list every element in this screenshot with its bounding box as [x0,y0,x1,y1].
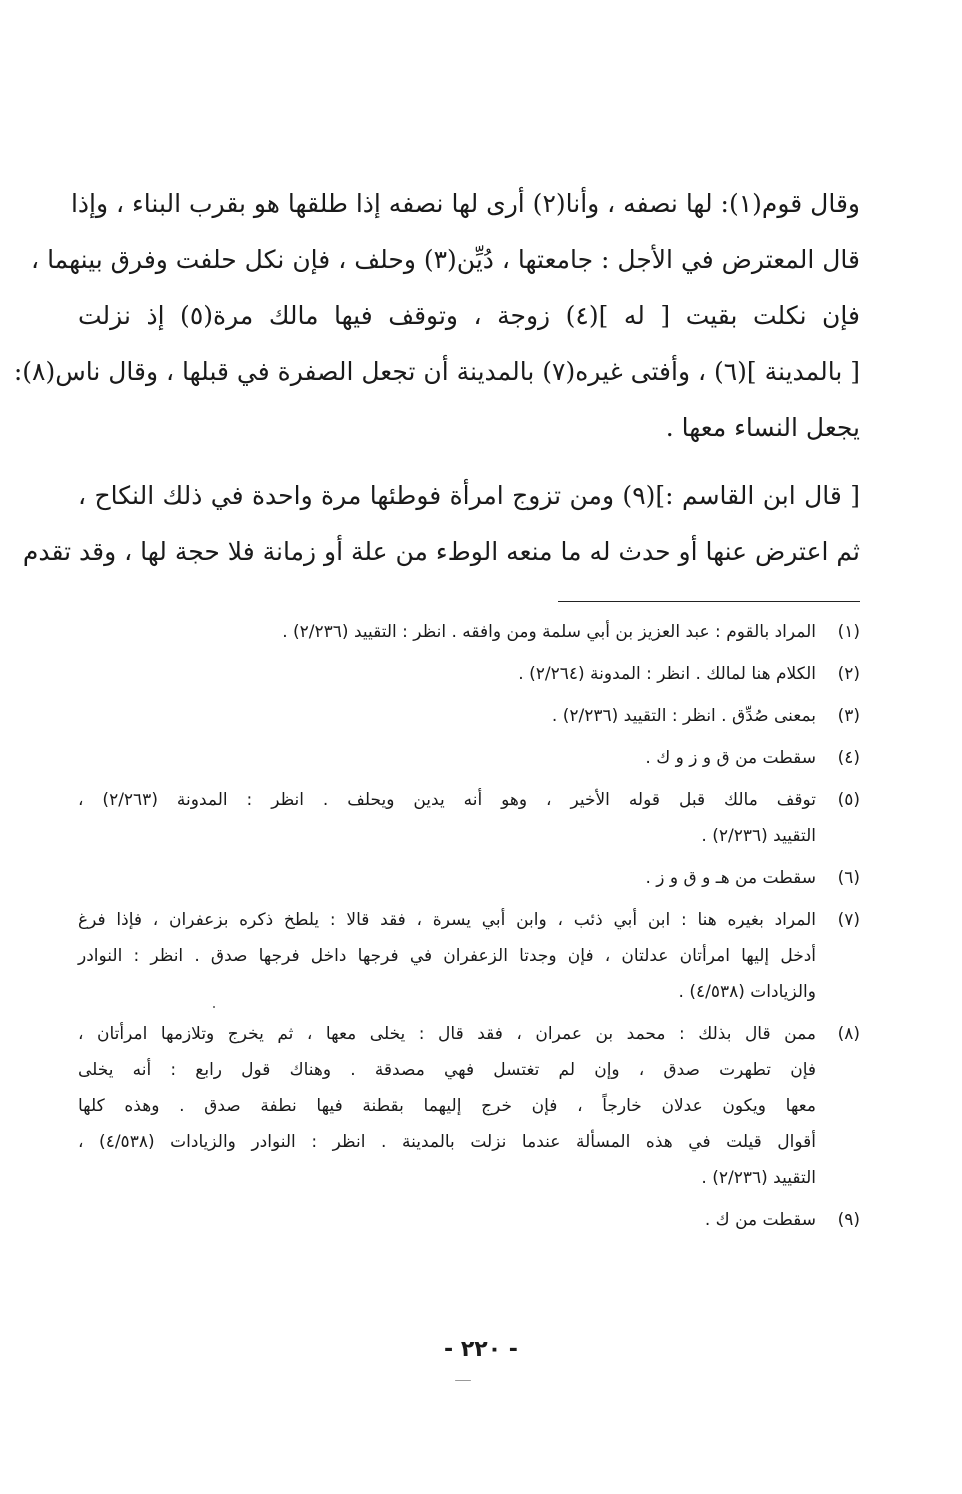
footnote-number: (٤) [837,748,860,768]
text-line: قال المعترض في الأجل : جامعتها ، دُيِّن(٣) وحلف ، فإن نكل حلفت وفرق بينهما ، [31,245,860,274]
footnotes-section [78,614,860,1244]
footnote-line: أدخل إليها امرأتان عدلتان ، فإن وجدتا الزعفران في فرجها داخل فرجها صدق . انظر : النوادر [78,946,816,966]
footnote-1 [78,614,860,650]
footnote-line: المراد بالقوم : عبد العزيز بن أبي سلمة ومن وافقه . انظر : التقييد (٢/٢٣٦) . [282,622,816,642]
text-line: وقال قوم(١): لها نصفه ، وأنا(٢) أرى لها نصفه إذا طلقها هو بقرب البناء ، وإذا [70,189,860,218]
main-text-block [13,176,860,580]
page-number: - ٢٢٠ - [444,1337,518,1362]
footnote-9 [78,1202,860,1238]
footnote-2 [78,656,860,692]
footnote-body [78,698,816,734]
footnote-body [78,1202,816,1238]
footnote-line: توقف مالك قبل قوله الأخير ، وهو أنه يدين ويحلف . انظر : المدونة (٢/٢٦٣) ، [78,790,816,810]
footnote-6 [78,860,860,896]
footnote-body [78,614,816,650]
footnote-line: سقطت من ق و ز و ك . [645,748,816,768]
footnote-line: ممن قال بذلك : محمد بن عمران ، فقد قال : يخلى معها ، ثم يخرج وتلازمها امرأتان ، [78,1024,816,1044]
scan-speck [455,1380,471,1381]
footnote-number: (٢) [837,664,860,684]
footnote-7 [78,902,860,1010]
footnote-line: فإن تطهرت صدق ، وإن لم تغتسل فهي مصدقة . وهناك قول رابع : أنه يخلى [78,1060,816,1080]
footnote-line: المراد بغيره هنا : ابن أبي ذئب ، وابن أبي يسرة ، فقد قالا : يلطخ ذكره بزعفران ، فإذا فرغ [78,910,816,930]
footnote-body [78,902,816,1010]
footnote-body [78,860,816,896]
footnote-4 [78,740,860,776]
footnote-line: والزيادات (٤/٥٣٨) . [678,982,816,1002]
footnote-number: (٩) [837,1210,860,1230]
footnote-body [78,1016,816,1196]
footnote-number: (٥) [837,790,860,810]
footnote-body [78,740,816,776]
footnote-separator-rule [558,601,860,602]
main-paragraph-2 [22,468,860,580]
footnote-line: سقطت من ك . [704,1210,816,1230]
footnote-line: معها ويكون عدلان خارجاً ، فإن خرج إليهما بقطنة فيها نطفة صدق . وهذه كلها [78,1096,816,1116]
footnote-3 [78,698,860,734]
footnote-number: (٦) [837,868,860,888]
footnote-line: سقطت من هـ و ق و ز . [645,868,816,888]
footnote-5 [78,782,860,854]
footnote-body [78,656,816,692]
main-paragraph-1 [13,176,860,456]
scan-speck [213,1006,215,1008]
footnote-line: الكلام هنا لمالك . انظر : المدونة (٢/٢٦٤) . [518,664,816,684]
footnote-line: التقييد (٢/٢٣٦) . [701,1168,816,1188]
footnote-number: (٧) [837,910,860,930]
text-line: ثم اعترض عنها أو حدث له ما منعه الوطء من علة أو زمانة فلا حجة لها ، وقد تقدم [22,537,860,566]
footnote-body [78,782,816,854]
text-line: يجعل النساء معها . [665,413,860,442]
footnote-line: التقييد (٢/٢٣٦) . [701,826,816,846]
footnote-number: (١) [837,622,860,642]
footnote-line: بمعنى صُدِّق . انظر : التقييد (٢/٢٣٦) . [551,706,816,726]
footnote-number: (٣) [837,706,860,726]
footnote-number: (٨) [837,1024,860,1044]
text-line: [ قال ابن القاسم :](٩) ومن تزوج امرأة فوطئها مرة واحدة في ذلك النكاح ، [78,481,860,510]
footnote-8 [78,1016,860,1196]
footnote-line: أقوال قيلت في هذه المسألة عندما نزلت بالمدينة . انظر : النوادر والزيادات (٤/٥٣٨) ، [78,1132,816,1152]
text-line: [ بالمدينة ](٦) ، وأفتى غيره(٧) بالمدينة أن تجعل الصفرة في قبلها ، وقال ناس(٨): [13,357,860,386]
text-line: فإن نكلت بقيت [ له ](٤) زوجة ، وتوقف فيها مالك مرة(٥) إذ نزلت [78,301,860,330]
